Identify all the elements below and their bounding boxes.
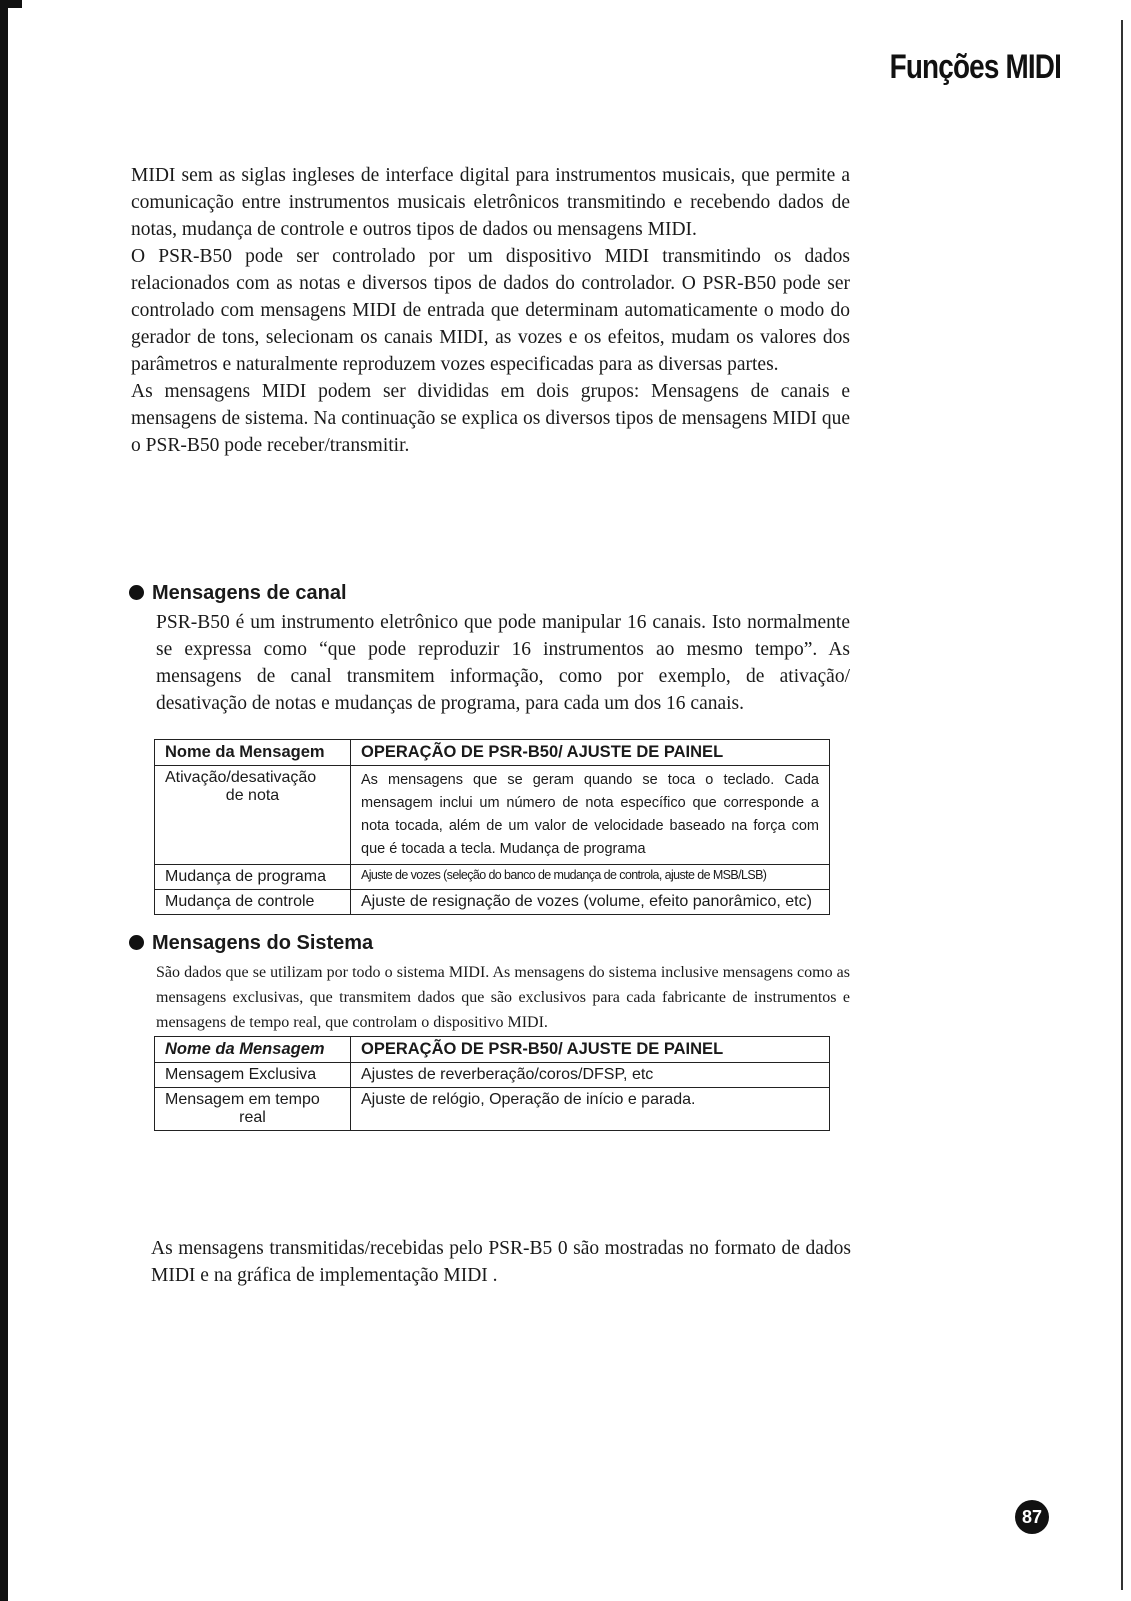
system-heading-text: Mensagens do Sistema: [152, 932, 374, 954]
operation-cell: Ajuste de relógio, Operação de início e parada.: [351, 1088, 830, 1131]
system-description: [156, 960, 850, 1035]
channel-paragraph: PSR-B50 é um instrumento eletrônico que pode manipular 16 canais. Isto normalmente se expressa como “que pode reproduzir 16 instrumentos ao mesmo tempo”. As mensagens de canal transmitem informação, como por exemplo, de ativação/ desativação de notas e mudanças de programa, para cada um dos 16 canais.: [156, 612, 850, 714]
footer-section: [151, 1235, 851, 1289]
table-row: [155, 1063, 830, 1088]
operation-cell: Ajustes de reverberação/coros/DFSP, etc: [351, 1063, 830, 1088]
table-row: [155, 1088, 830, 1131]
header-message-name: Nome da Mensagem: [155, 740, 351, 766]
channel-heading-text: Mensagens de canal: [152, 582, 347, 604]
intro-paragraph-1: MIDI sem as siglas ingleses de interface digital para instrumentos musicais, que permite a comunicação entre instrumentos musicais eletrônicos transmitindo e recebendo dados de notas, mudança de controle e outros tipos de dados ou mensagens MIDI.: [131, 165, 850, 240]
page-binding-edge: [0, 0, 8, 1601]
message-name-cell: [155, 1088, 351, 1131]
operation-cell: Ajuste de vozes (seleção do banco de mudança de controla, ajuste de MSB/LSB): [351, 865, 830, 890]
operation-cell: As mensagens que se geram quando se toca o teclado. Cada mensagem inclui um número de nota específico que corresponde a nota tocada, além de um valor de velocidade baseado na força com que é tocada a tecla. Mudança de programa: [351, 766, 830, 865]
page-corner-mark: [0, 0, 22, 8]
table-header-row: [155, 740, 830, 766]
system-heading: [129, 932, 373, 955]
bullet-icon: [129, 935, 144, 950]
operation-cell: Ajuste de resignação de vozes (volume, efeito panorâmico, etc): [351, 890, 830, 915]
page-number-badge: 87: [1015, 1500, 1049, 1534]
bullet-icon: [129, 585, 144, 600]
table-row: [155, 865, 830, 890]
channel-heading: [129, 582, 347, 605]
channel-description: [156, 609, 850, 717]
table-row: [155, 766, 830, 865]
header-operation: OPERAÇÃO DE PSR-B50/ AJUSTE DE PAINEL: [351, 740, 830, 766]
table-header-row: [155, 1037, 830, 1063]
channel-messages-table: [154, 739, 830, 915]
message-name-cell: Mudança de controle: [155, 890, 351, 915]
header-operation: OPERAÇÃO DE PSR-B50/ AJUSTE DE PAINEL: [351, 1037, 830, 1063]
message-name-cell: Mensagem Exclusiva: [155, 1063, 351, 1088]
system-paragraph: São dados que se utilizam por todo o sistema MIDI. As mensagens do sistema inclusive mensagens como as mensagens exclusivas, que transmitem dados que são exclusivos para cada fabricante de instrumentos e mensagens de tempo real, que controlam o dispositivo MIDI.: [156, 964, 850, 1031]
page-right-edge: [1121, 20, 1123, 1590]
message-name-line2: real: [239, 1109, 266, 1126]
footer-paragraph: As mensagens transmitidas/recebidas pelo PSR-B5 0 são mostradas no formato de dados MIDI e na gráfica de implementação MIDI .: [151, 1238, 851, 1286]
message-name-cell: [155, 766, 351, 865]
table-row: [155, 890, 830, 915]
message-name-line1: Mensagem em tempo: [165, 1091, 320, 1108]
intro-section: [131, 162, 850, 459]
message-name-line1: Ativação/desativação: [165, 769, 317, 786]
header-message-name: Nome da Mensagem: [155, 1037, 351, 1063]
intro-paragraph-3: As mensagens MIDI podem ser divididas em dois grupos: Mensagens de canais e mensagens de sistema. Na continuação se explica os diversos tipos de mensagens MIDI que o PSR-B50 pode receber/transmitir.: [131, 381, 850, 456]
message-name-cell: Mudança de programa: [155, 865, 351, 890]
intro-paragraph-2: O PSR-B50 pode ser controlado por um dispositivo MIDI transmitindo os dados relacionados com as notas e diversos tipos de dados do controlador. O PSR-B50 pode ser controlado com mensagens MIDI de entrada que determinam automaticamente o modo do gerador de tons, selecionam os canais MIDI, as vozes e os efeitos, mudam os valores dos parâmetros e naturalmente reproduzem vozes especificadas para as diversas partes.: [131, 246, 850, 375]
system-messages-table: [154, 1036, 830, 1131]
message-name-line2: de nota: [225, 787, 280, 804]
page-title: Funções MIDI: [889, 48, 1061, 86]
